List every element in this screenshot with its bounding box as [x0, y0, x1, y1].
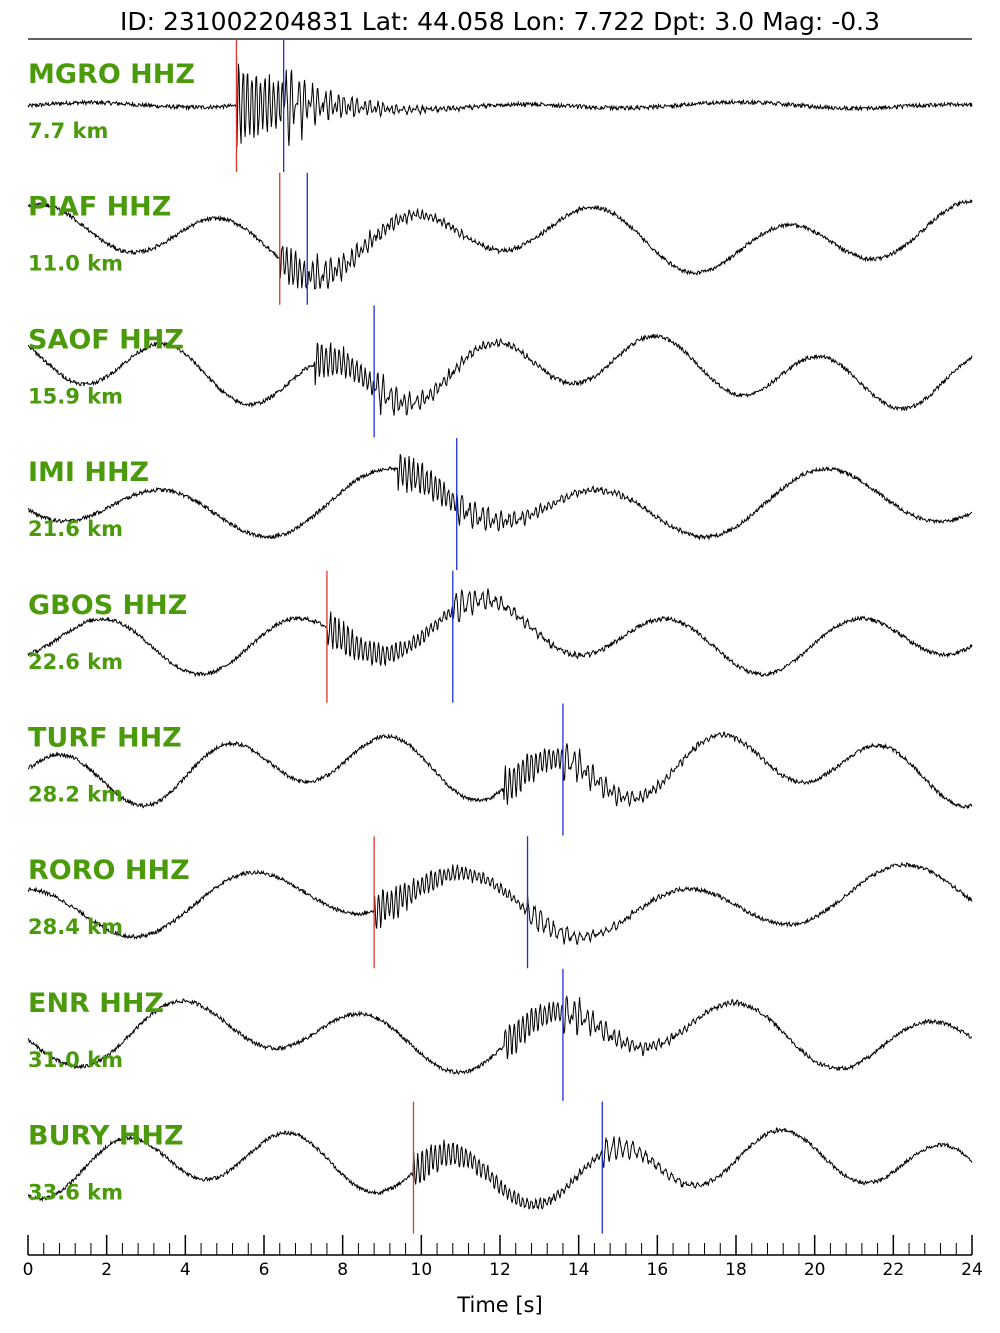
station-label: BURY HHZ	[28, 1120, 184, 1152]
x-tick-label: 24	[961, 1260, 983, 1280]
station-label: MGRO HHZ	[28, 59, 195, 90]
trace-7	[28, 969, 972, 1101]
x-tick-label: 6	[258, 1260, 270, 1280]
trace-0	[28, 40, 972, 172]
distance-label: 11.0 km	[28, 251, 123, 276]
x-tick-label: 10	[410, 1260, 433, 1280]
x-tick-label: 4	[179, 1260, 191, 1280]
x-tick-label: 18	[725, 1260, 747, 1280]
x-tick-label: 22	[882, 1260, 905, 1280]
waveform-line	[28, 454, 972, 542]
trace-2	[28, 305, 972, 437]
station-label: ENR HHZ	[28, 987, 165, 1019]
distance-label: 33.6 km	[28, 1180, 123, 1205]
waveform-line	[28, 997, 972, 1074]
x-tick-label: 16	[646, 1260, 669, 1280]
plot-title: ID: 231002204831 Lat: 44.058 Lon: 7.722 Dpt: 3.0 Mag: -0.3	[119, 7, 881, 36]
trace-5	[28, 704, 972, 836]
distance-label: 28.2 km	[28, 782, 123, 807]
x-axis	[23, 1235, 983, 1280]
distance-label: 7.7 km	[28, 119, 109, 143]
x-tick-label: 20	[803, 1260, 826, 1280]
trace-8	[28, 1102, 972, 1234]
x-tick-label: 12	[489, 1260, 511, 1280]
station-label: RORO HHZ	[28, 855, 190, 887]
x-tick-label: 8	[337, 1260, 349, 1280]
distance-label: 15.9 km	[28, 384, 123, 409]
distance-label: 28.4 km	[28, 915, 123, 940]
x-tick-label: 0	[22, 1260, 34, 1280]
station-label: IMI HHZ	[28, 457, 150, 489]
distance-label: 22.6 km	[28, 649, 123, 674]
distance-label: 21.6 km	[28, 517, 123, 542]
x-tick-label: 14	[567, 1260, 590, 1280]
station-label: PIAF HHZ	[28, 191, 172, 223]
station-label: GBOS HHZ	[28, 589, 188, 621]
traces-group	[28, 40, 972, 1234]
x-tick-label: 2	[101, 1260, 113, 1280]
station-label: TURF HHZ	[28, 722, 182, 754]
trace-3	[28, 438, 972, 570]
trace-6	[28, 836, 972, 968]
trace-4	[28, 571, 972, 703]
station-label: SAOF HHZ	[28, 324, 184, 356]
x-axis-label: Time [s]	[457, 1293, 543, 1317]
distance-label: 31.0 km	[28, 1047, 123, 1072]
trace-1	[28, 173, 972, 305]
